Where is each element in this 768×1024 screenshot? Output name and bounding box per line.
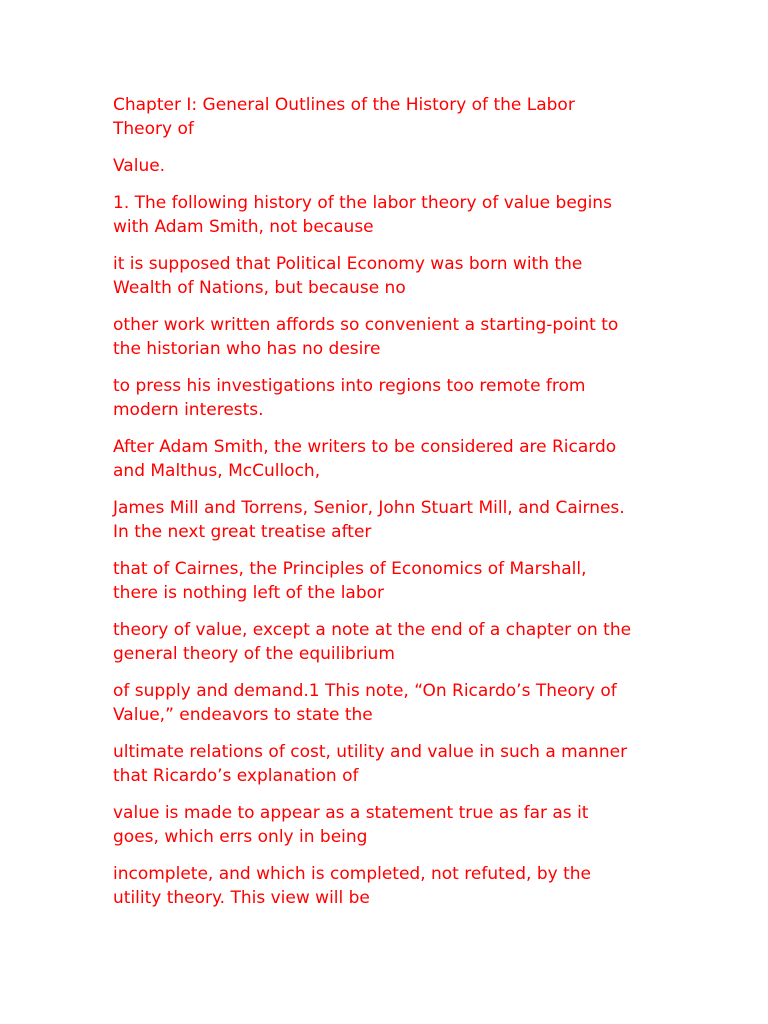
- text-line: that Ricardo’s explanation of: [113, 766, 359, 786]
- paragraph: [113, 191, 673, 239]
- paragraph: [113, 313, 673, 361]
- chapter-heading: [113, 93, 673, 141]
- text-line: theory of value, except a note at the end of a chapter on the: [113, 620, 632, 640]
- text-line: In the next great treatise after: [113, 522, 372, 542]
- paragraph: [113, 252, 673, 300]
- text-line: other work written affords so convenient a starting-point to: [113, 315, 619, 335]
- text-line: the historian who has no desire: [113, 339, 381, 359]
- text-line: Value.: [113, 156, 166, 176]
- text-line: utility theory. This view will be: [113, 888, 370, 908]
- document-page: [113, 93, 673, 923]
- text-line: of supply and demand.1 This note, “On Ricardo’s Theory of: [113, 681, 617, 701]
- text-line: with Adam Smith, not because: [113, 217, 374, 237]
- text-line: and Malthus, McCulloch,: [113, 461, 321, 481]
- paragraph: [113, 374, 673, 422]
- text-line: to press his investigations into regions too remote from: [113, 376, 586, 396]
- paragraph: [113, 862, 673, 910]
- text-line: 1. The following history of the labor theory of value begins: [113, 193, 612, 213]
- text-line: there is nothing left of the labor: [113, 583, 385, 603]
- text-line: goes, which errs only in being: [113, 827, 368, 847]
- text-line: Value,” endeavors to state the: [113, 705, 373, 725]
- text-line: modern interests.: [113, 400, 264, 420]
- paragraph: [113, 618, 673, 666]
- text-line: general theory of the equilibrium: [113, 644, 395, 664]
- paragraph: [113, 740, 673, 788]
- paragraph: [113, 496, 673, 544]
- text-line: Theory of: [113, 119, 194, 139]
- paragraph: [113, 679, 673, 727]
- text-line: ultimate relations of cost, utility and value in such a manner: [113, 742, 628, 762]
- paragraph: [113, 557, 673, 605]
- text-line: it is supposed that Political Economy was born with the: [113, 254, 583, 274]
- text-line: After Adam Smith, the writers to be considered are Ricardo: [113, 437, 617, 457]
- text-line: Wealth of Nations, but because no: [113, 278, 406, 298]
- text-line: that of Cairnes, the Principles of Economics of Marshall,: [113, 559, 587, 579]
- text-line: Chapter I: General Outlines of the History of the Labor: [113, 95, 575, 115]
- text-line: James Mill and Torrens, Senior, John Stuart Mill, and Cairnes.: [113, 498, 625, 518]
- text-line: value is made to appear as a statement true as far as it: [113, 803, 589, 823]
- paragraph: [113, 435, 673, 483]
- text-line: incomplete, and which is completed, not refuted, by the: [113, 864, 591, 884]
- paragraph: [113, 801, 673, 849]
- chapter-heading-continued: [113, 154, 673, 178]
